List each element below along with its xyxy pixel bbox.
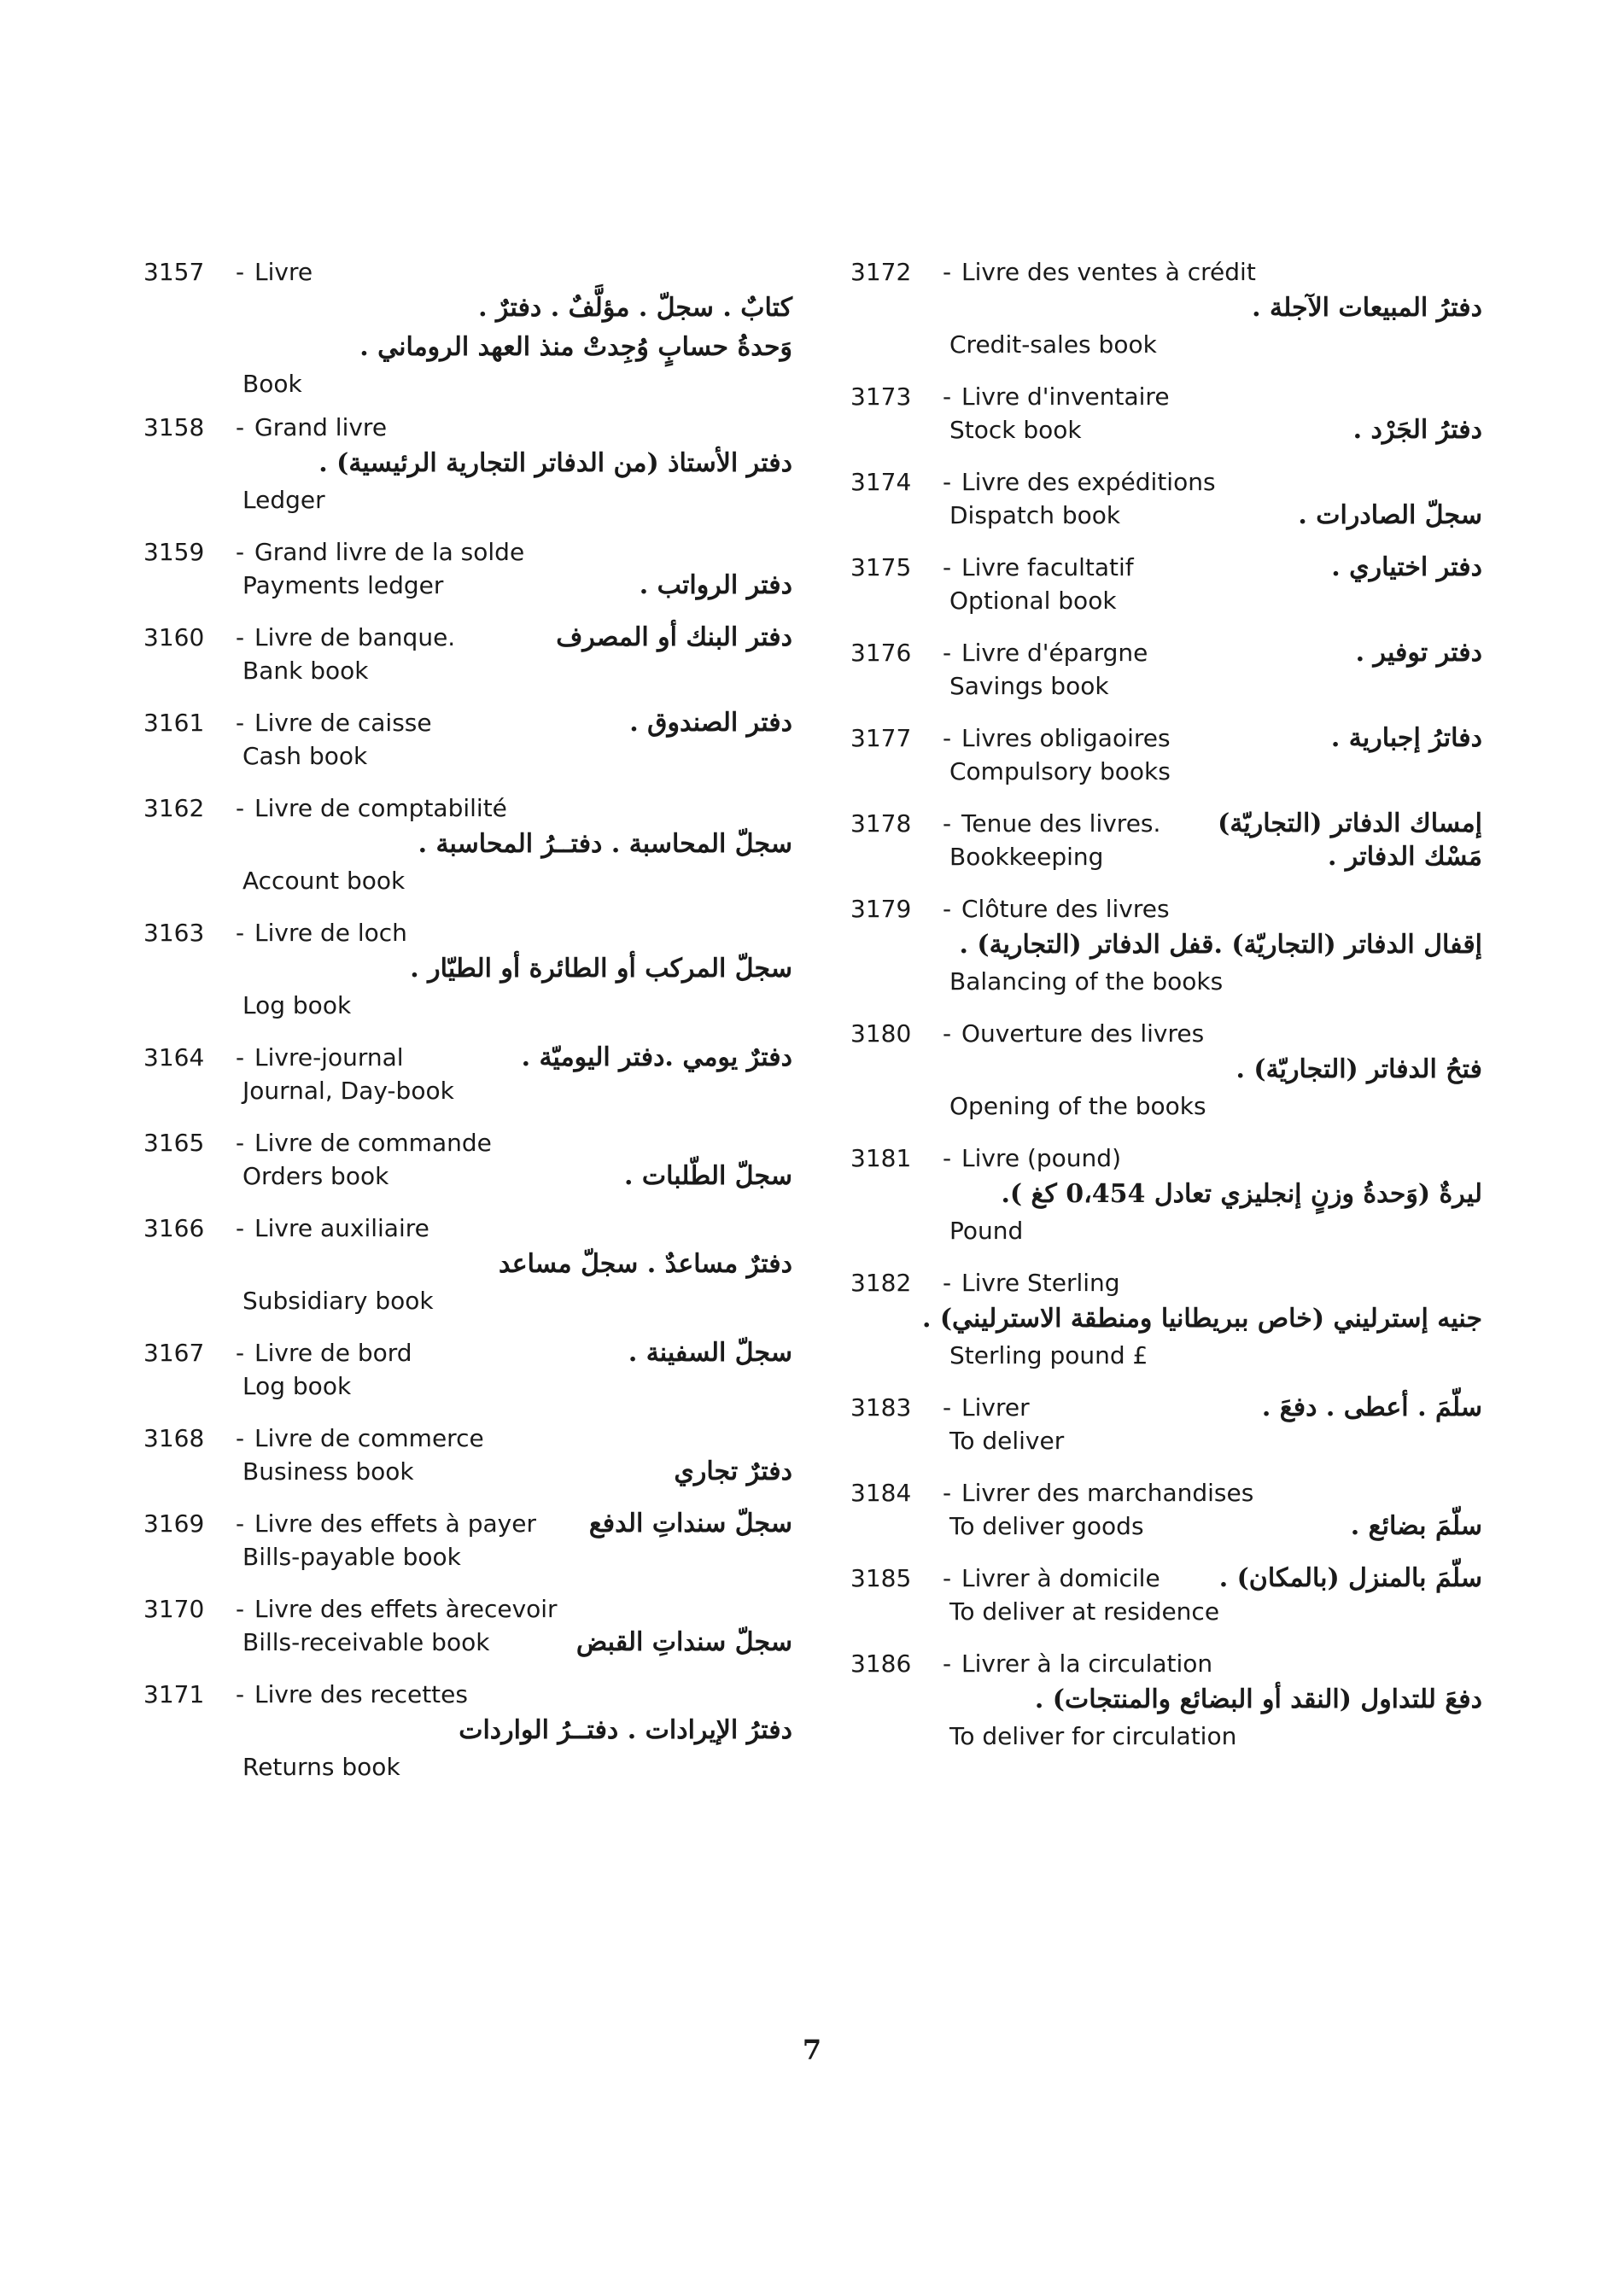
english-term: To deliver bbox=[949, 1427, 1065, 1455]
english-line bbox=[850, 1339, 1482, 1373]
entry-dash: - bbox=[235, 1424, 245, 1452]
french-term: Livre de banque. bbox=[254, 623, 456, 651]
entry-dash: - bbox=[235, 623, 245, 651]
french-term: Livre des recettes bbox=[254, 1680, 468, 1708]
dictionary-entry bbox=[850, 1018, 1482, 1124]
entry-dash: - bbox=[942, 258, 952, 286]
arabic-translation: دفترٌ يومي .دفتر اليوميّة . bbox=[521, 1042, 792, 1072]
entry-number: 3166 bbox=[143, 1214, 205, 1242]
dictionary-entry bbox=[850, 1142, 1482, 1248]
arabic-translation: دفتر اختياري . bbox=[1331, 552, 1482, 582]
entry-dash: - bbox=[235, 1680, 245, 1708]
arabic-translation: سلّمَ بالمنزل (بالمكان) . bbox=[1218, 1563, 1482, 1593]
arabic-translation-line: دفترُ الإيرادات . دفتــرُ الواردات bbox=[459, 1715, 792, 1745]
english-line bbox=[850, 1089, 1482, 1124]
english-line bbox=[850, 1720, 1482, 1754]
entry-headword-line bbox=[143, 1212, 792, 1245]
entry-spacer bbox=[850, 1373, 1482, 1392]
arabic-translation: دفترٌ تجاري bbox=[674, 1457, 792, 1486]
arabic-translation-line: دفعَ للتداول (النقد أو البضائع والمنتجات) . bbox=[1034, 1685, 1482, 1714]
english-line bbox=[850, 499, 1482, 533]
entry-number: 3184 bbox=[850, 1479, 912, 1507]
english-term: Journal, Day-book bbox=[242, 1077, 454, 1105]
arabic-translation: دفتر الصندوق . bbox=[629, 708, 792, 738]
english-line bbox=[143, 1626, 792, 1660]
arabic-translation-line: إقفال الدفاتر (التجاريّة) .قفل الدفاتر (التجارية) . bbox=[959, 930, 1482, 960]
entry-headword-line bbox=[143, 1508, 792, 1540]
entry-dash: - bbox=[942, 468, 952, 496]
entry-number: 3175 bbox=[850, 553, 912, 581]
dictionary-entry bbox=[850, 256, 1482, 362]
entry-headword-line bbox=[850, 1477, 1482, 1509]
entry-spacer bbox=[850, 362, 1482, 381]
entry-number: 3163 bbox=[143, 919, 205, 947]
french-term: Ouverture des livres bbox=[961, 1019, 1205, 1048]
right-column bbox=[850, 256, 1482, 1754]
english-term: Balancing of the books bbox=[949, 967, 1224, 996]
french-term: Livre de commerce bbox=[254, 1424, 484, 1452]
french-term: Livre-journal bbox=[254, 1043, 404, 1071]
dictionary-entry bbox=[143, 1212, 792, 1318]
entry-spacer bbox=[143, 1318, 792, 1337]
entry-dash: - bbox=[235, 1129, 245, 1157]
entry-headword-line bbox=[143, 1127, 792, 1159]
english-term: Ledger bbox=[242, 486, 325, 514]
entry-spacer bbox=[143, 898, 792, 917]
arabic-translation-line: وَحدةُ حسابٍ وُجِدتْ منذ العهد الروماني . bbox=[359, 332, 792, 362]
entry-spacer bbox=[143, 1660, 792, 1679]
entry-headword-line bbox=[143, 917, 792, 949]
entry-dash: - bbox=[235, 794, 245, 822]
arabic-translation-line: كتابٌ . سجلّ . مؤلَّفٌ . دفترٌ . bbox=[478, 293, 792, 323]
french-term: Livre d'épargne bbox=[961, 639, 1148, 667]
entry-spacer bbox=[143, 1108, 792, 1127]
entry-spacer bbox=[850, 618, 1482, 637]
english-term: Bank book bbox=[242, 657, 369, 685]
entry-spacer bbox=[143, 1489, 792, 1508]
entry-spacer bbox=[850, 1629, 1482, 1648]
french-term: Tenue des livres. bbox=[961, 809, 1161, 838]
entry-headword-line bbox=[143, 707, 792, 739]
french-term: Clôture des livres bbox=[961, 895, 1170, 923]
entry-number: 3172 bbox=[850, 258, 912, 286]
english-term: Bills-payable book bbox=[242, 1543, 461, 1571]
entry-spacer bbox=[143, 1404, 792, 1422]
arabic-translation: سجلّ السفينة . bbox=[628, 1338, 792, 1368]
english-term: Orders book bbox=[242, 1162, 389, 1190]
dictionary-entry bbox=[850, 1477, 1482, 1544]
entry-number: 3168 bbox=[143, 1424, 205, 1452]
arabic-translation: دفتر توفير . bbox=[1355, 638, 1482, 668]
english-line bbox=[850, 1509, 1482, 1544]
english-line bbox=[143, 1074, 792, 1108]
arabic-translation: دفاترُ إجبارية . bbox=[1330, 723, 1482, 753]
english-term: Opening of the books bbox=[949, 1092, 1206, 1120]
entry-number: 3170 bbox=[143, 1595, 205, 1623]
english-line bbox=[143, 989, 792, 1023]
french-term: Livres obligaoires bbox=[961, 724, 1171, 752]
entry-number: 3178 bbox=[850, 809, 912, 838]
english-line bbox=[143, 864, 792, 898]
arabic-translation-line: دفترٌ مساعدٌ . سجلّ مساعد bbox=[499, 1249, 792, 1279]
entry-spacer bbox=[850, 1248, 1482, 1267]
english-line bbox=[143, 654, 792, 688]
entry-spacer bbox=[850, 789, 1482, 808]
entry-number: 3162 bbox=[143, 794, 205, 822]
dictionary-entry bbox=[143, 1422, 792, 1489]
entry-headword-line bbox=[143, 1422, 792, 1455]
entry-headword-line bbox=[850, 808, 1482, 840]
entry-number: 3185 bbox=[850, 1564, 912, 1592]
english-line bbox=[143, 569, 792, 603]
dictionary-entry bbox=[143, 1508, 792, 1574]
english-term: To deliver for circulation bbox=[949, 1722, 1237, 1750]
english-term: Optional book bbox=[949, 587, 1117, 615]
english-term: Stock book bbox=[949, 416, 1082, 444]
entry-spacer bbox=[850, 447, 1482, 466]
english-term: Payments ledger bbox=[242, 571, 444, 599]
entry-number: 3174 bbox=[850, 468, 912, 496]
english-line bbox=[850, 669, 1482, 704]
entry-number: 3177 bbox=[850, 724, 912, 752]
english-term: Subsidiary book bbox=[242, 1287, 434, 1315]
french-term: Grand livre bbox=[254, 413, 388, 441]
english-line bbox=[850, 328, 1482, 362]
english-line bbox=[143, 1455, 792, 1489]
french-term: Livre d'inventaire bbox=[961, 382, 1170, 411]
arabic-translation-line: ليرةٌ (وَحدةُ وزنٍ إنجليزي تعادل 0،454 كغ ). bbox=[1001, 1179, 1482, 1209]
english-line bbox=[143, 739, 792, 774]
entry-headword-line bbox=[850, 637, 1482, 669]
entry-dash: - bbox=[235, 258, 245, 286]
english-line bbox=[850, 965, 1482, 999]
english-line bbox=[143, 483, 792, 517]
entry-spacer bbox=[143, 517, 792, 536]
french-term: Livre de bord bbox=[254, 1339, 412, 1367]
english-term: Dispatch book bbox=[949, 501, 1121, 529]
entry-headword-line bbox=[850, 1267, 1482, 1299]
arabic-translation: سجلّ سنداتِ الدفع bbox=[588, 1509, 792, 1539]
entry-spacer bbox=[850, 1544, 1482, 1562]
arabic-translation: إمساك الدفاتر (التجاريّة) bbox=[1218, 809, 1482, 838]
left-column bbox=[143, 256, 792, 1784]
entry-number: 3182 bbox=[850, 1269, 912, 1297]
dictionary-entry bbox=[143, 622, 792, 688]
entry-number: 3169 bbox=[143, 1509, 205, 1538]
arabic-translation: سجلّ الطّلبات . bbox=[623, 1161, 792, 1191]
dictionary-entry bbox=[850, 1562, 1482, 1629]
entry-dash: - bbox=[235, 1509, 245, 1538]
french-term: Livre des ventes à crédit bbox=[961, 258, 1256, 286]
entry-spacer bbox=[850, 533, 1482, 552]
entry-number: 3181 bbox=[850, 1144, 912, 1172]
entry-number: 3157 bbox=[143, 258, 205, 286]
entry-dash: - bbox=[942, 1144, 952, 1172]
english-line bbox=[850, 413, 1482, 447]
entry-number: 3160 bbox=[143, 623, 205, 651]
entry-number: 3164 bbox=[143, 1043, 205, 1071]
english-term: Business book bbox=[242, 1457, 414, 1486]
dictionary-entry bbox=[850, 381, 1482, 447]
entry-number: 3183 bbox=[850, 1393, 912, 1422]
english-line bbox=[143, 367, 792, 401]
dictionary-entry bbox=[143, 707, 792, 774]
entry-number: 3173 bbox=[850, 382, 912, 411]
dictionary-entry bbox=[143, 1679, 792, 1784]
entry-headword-line bbox=[143, 1042, 792, 1074]
entry-dash: - bbox=[942, 809, 952, 838]
entry-number: 3176 bbox=[850, 639, 912, 667]
arabic-translation-line: دفتر الأستاذ (من الدفاتر التجارية الرئيسية) . bbox=[318, 448, 792, 478]
dictionary-entry bbox=[850, 552, 1482, 618]
arabic-translation-line: فتحُ الدفاتر (التجاريّة) . bbox=[1236, 1054, 1482, 1084]
english-term: Compulsory books bbox=[949, 757, 1171, 785]
english-line bbox=[850, 584, 1482, 618]
arabic-translation: سلّمَ . أعطى . دفعَ . bbox=[1261, 1393, 1482, 1422]
french-term: Grand livre de la solde bbox=[254, 538, 525, 566]
entry-dash: - bbox=[235, 1595, 245, 1623]
dictionary-entry bbox=[850, 637, 1482, 704]
french-term: Livre Sterling bbox=[961, 1269, 1120, 1297]
entry-headword-line bbox=[850, 1392, 1482, 1424]
dictionary-entry bbox=[850, 1267, 1482, 1373]
dictionary-entry bbox=[143, 792, 792, 898]
entry-headword-line bbox=[850, 381, 1482, 413]
entry-dash: - bbox=[942, 1269, 952, 1297]
english-term: Credit-sales book bbox=[949, 330, 1157, 359]
entry-headword-line bbox=[850, 893, 1482, 925]
french-term: Livre de comptabilité bbox=[254, 794, 507, 822]
dictionary-entry bbox=[850, 1648, 1482, 1754]
entry-number: 3186 bbox=[850, 1649, 912, 1678]
english-term: Bills-receivable book bbox=[242, 1628, 490, 1656]
entry-dash: - bbox=[235, 1339, 245, 1367]
entry-spacer bbox=[143, 603, 792, 622]
english-line bbox=[143, 1284, 792, 1318]
entry-dash: - bbox=[235, 709, 245, 737]
english-line bbox=[850, 840, 1482, 874]
entry-dash: - bbox=[235, 1214, 245, 1242]
french-term: Livre des expéditions bbox=[961, 468, 1216, 496]
entry-headword-line bbox=[850, 1562, 1482, 1595]
arabic-translation-line: جنيه إسترليني (خاص ببريطانيا ومنطقة الاسترليني) . bbox=[921, 1304, 1482, 1334]
entry-spacer bbox=[143, 1194, 792, 1212]
french-term: Livre auxiliaire bbox=[254, 1214, 429, 1242]
arabic-translation-line: سجلّ المركب أو الطائرة أو الطيّار . bbox=[410, 954, 792, 984]
dictionary-entry bbox=[850, 808, 1482, 874]
english-term: Savings book bbox=[949, 672, 1109, 700]
entry-number: 3161 bbox=[143, 709, 205, 737]
entry-headword-line bbox=[850, 1648, 1482, 1680]
arabic-translation-line: دفترُ المبيعات الآجلة . bbox=[1252, 293, 1482, 323]
entry-dash: - bbox=[235, 919, 245, 947]
entry-dash: - bbox=[942, 639, 952, 667]
english-line bbox=[143, 1159, 792, 1194]
entry-headword-line bbox=[850, 256, 1482, 289]
dictionary-entry bbox=[143, 536, 792, 603]
arabic-translation: سلّمَ بضائع . bbox=[1350, 1511, 1482, 1541]
french-term: Livrer à la circulation bbox=[961, 1649, 1213, 1678]
page-number: 7 bbox=[802, 2034, 822, 2066]
entry-headword-line bbox=[143, 622, 792, 654]
entry-dash: - bbox=[942, 724, 952, 752]
english-term: Account book bbox=[242, 867, 406, 895]
entry-spacer bbox=[850, 874, 1482, 893]
arabic-translation: دفترُ الجَرْد . bbox=[1352, 415, 1482, 445]
french-term: Livre de caisse bbox=[254, 709, 432, 737]
english-line bbox=[850, 755, 1482, 789]
arabic-translation-line: سجلّ المحاسبة . دفتــرُ المحاسبة . bbox=[418, 829, 792, 859]
entry-spacer bbox=[143, 688, 792, 707]
dictionary-entry bbox=[850, 466, 1482, 533]
english-term: Cash book bbox=[242, 742, 368, 770]
french-term: Livrer des marchandises bbox=[961, 1479, 1254, 1507]
entry-spacer bbox=[143, 1574, 792, 1593]
entry-headword-line bbox=[850, 1142, 1482, 1175]
entry-headword-line bbox=[143, 1679, 792, 1711]
entry-number: 3159 bbox=[143, 538, 205, 566]
entry-headword-line bbox=[143, 1337, 792, 1369]
dictionary-entry bbox=[143, 1337, 792, 1404]
entry-headword-line bbox=[143, 256, 792, 289]
french-term: Livre de loch bbox=[254, 919, 407, 947]
english-line bbox=[850, 1214, 1482, 1248]
english-term: Sterling pound £ bbox=[949, 1341, 1148, 1369]
dictionary-entry bbox=[143, 1127, 792, 1194]
arabic-translation: سجلّ سنداتِ القبض bbox=[575, 1627, 792, 1657]
entry-dash: - bbox=[942, 1564, 952, 1592]
entry-headword-line bbox=[850, 722, 1482, 755]
dictionary-entry bbox=[143, 1593, 792, 1660]
entry-headword-line bbox=[143, 412, 792, 444]
french-term: Livre bbox=[254, 258, 313, 286]
entry-dash: - bbox=[942, 1649, 952, 1678]
dictionary-entry bbox=[850, 1392, 1482, 1458]
entry-number: 3165 bbox=[143, 1129, 205, 1157]
entry-dash: - bbox=[235, 413, 245, 441]
english-line bbox=[143, 1750, 792, 1784]
entry-headword-line bbox=[143, 1593, 792, 1626]
entry-dash: - bbox=[942, 1479, 952, 1507]
french-term: Livre facultatif bbox=[961, 553, 1134, 581]
french-term: Livre des effets àrecevoir bbox=[254, 1595, 558, 1623]
entry-spacer bbox=[143, 774, 792, 792]
dictionary-entry bbox=[143, 1042, 792, 1108]
entry-spacer bbox=[850, 704, 1482, 722]
french-term: Livre (pound) bbox=[961, 1144, 1121, 1172]
dictionary-entry bbox=[143, 256, 792, 401]
arabic-translation: مَسْك الدفاتر . bbox=[1327, 842, 1482, 872]
entry-number: 3158 bbox=[143, 413, 205, 441]
entry-spacer bbox=[850, 1124, 1482, 1142]
entry-spacer bbox=[143, 401, 792, 412]
entry-dash: - bbox=[942, 553, 952, 581]
entry-spacer bbox=[850, 1458, 1482, 1477]
english-line bbox=[850, 1424, 1482, 1458]
entry-headword-line bbox=[850, 552, 1482, 584]
french-term: Livrer à domicile bbox=[961, 1564, 1160, 1592]
french-term: Livre de commande bbox=[254, 1129, 492, 1157]
entry-dash: - bbox=[942, 895, 952, 923]
english-term: Log book bbox=[242, 1372, 352, 1400]
entry-spacer bbox=[143, 1023, 792, 1042]
english-term: To deliver goods bbox=[949, 1512, 1144, 1540]
entry-headword-line bbox=[850, 466, 1482, 499]
entry-number: 3171 bbox=[143, 1680, 205, 1708]
english-line bbox=[143, 1369, 792, 1404]
english-line bbox=[850, 1595, 1482, 1629]
english-line bbox=[143, 1540, 792, 1574]
dictionary-entry bbox=[143, 917, 792, 1023]
entry-headword-line bbox=[850, 1018, 1482, 1050]
entry-dash: - bbox=[942, 1393, 952, 1422]
arabic-translation: سجلّ الصادرات . bbox=[1298, 500, 1482, 530]
arabic-translation: دفتر البنك أو المصرف bbox=[556, 622, 792, 652]
english-term: Log book bbox=[242, 991, 352, 1019]
french-term: Livrer bbox=[961, 1393, 1030, 1422]
entry-spacer bbox=[850, 999, 1482, 1018]
dictionary-entry bbox=[850, 893, 1482, 999]
entry-dash: - bbox=[942, 382, 952, 411]
arabic-translation: دفتر الرواتب . bbox=[639, 570, 792, 600]
entry-number: 3179 bbox=[850, 895, 912, 923]
entry-headword-line bbox=[143, 536, 792, 569]
entry-number: 3180 bbox=[850, 1019, 912, 1048]
english-term: Returns book bbox=[242, 1753, 400, 1781]
english-term: Book bbox=[242, 370, 302, 398]
dictionary-entry bbox=[850, 722, 1482, 789]
entry-number: 3167 bbox=[143, 1339, 205, 1367]
entry-dash: - bbox=[942, 1019, 952, 1048]
english-term: Bookkeeping bbox=[949, 843, 1104, 871]
french-term: Livre des effets à payer bbox=[254, 1509, 536, 1538]
entry-dash: - bbox=[235, 538, 245, 566]
dictionary-entry bbox=[143, 412, 792, 517]
entry-headword-line bbox=[143, 792, 792, 825]
entry-dash: - bbox=[235, 1043, 245, 1071]
english-term: To deliver at residence bbox=[949, 1597, 1220, 1626]
english-term: Pound bbox=[949, 1217, 1024, 1245]
